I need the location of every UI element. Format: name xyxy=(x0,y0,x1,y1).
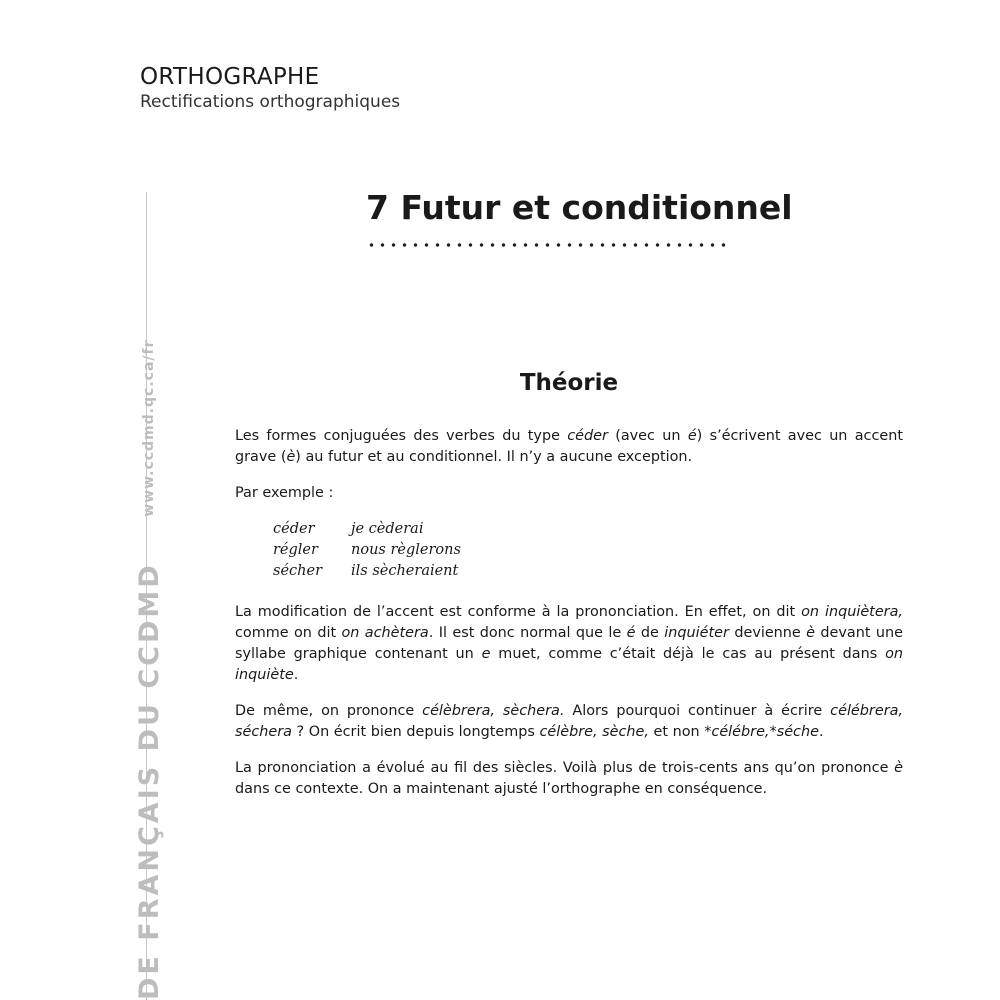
paragraph-3 xyxy=(235,701,903,743)
text-run: ) au futur et au conditionnel. Il n’y a aucune exception. xyxy=(295,449,693,465)
text-run: devienne xyxy=(728,625,807,641)
text-run: Les formes conjuguées des verbes du type xyxy=(235,428,568,444)
italic-text: célébrera, séchera xyxy=(235,703,904,740)
example-row xyxy=(273,561,903,582)
sidebar-brand: DE FRANÇAIS DU CCDMD xyxy=(134,562,165,1000)
example-list xyxy=(273,519,903,582)
example-form: ils sècheraient xyxy=(351,563,459,579)
example-form: je cèderai xyxy=(351,521,424,537)
text-run: . Il est donc normal que le xyxy=(428,625,627,641)
italic-text: è xyxy=(894,760,903,776)
text-run: La prononciation a évolué au fil des siècles. Voilà plus de trois-cents ans qu’on prononce xyxy=(235,760,895,776)
italic-text: é xyxy=(687,428,697,444)
page-header xyxy=(140,63,400,113)
text-run: . xyxy=(293,667,299,683)
section-label: ORTHOGRAPHE xyxy=(140,64,320,90)
italic-text: é xyxy=(626,625,636,641)
text-run: . xyxy=(818,724,824,740)
paragraph-2 xyxy=(235,602,903,686)
text-run: dans ce contexte. On a maintenant ajusté l’orthographe en conséquence. xyxy=(235,781,768,797)
example-row xyxy=(273,519,903,540)
italic-text: on inquiète xyxy=(235,646,903,683)
italic-text: è xyxy=(806,625,816,641)
italic-text: célèbrera, sèchera. xyxy=(422,703,565,719)
example-verb: sécher xyxy=(273,563,322,579)
paragraph-4 xyxy=(235,758,903,800)
italic-text: è xyxy=(286,449,296,465)
paragraph-1 xyxy=(235,426,903,468)
text-run: Alors pourquoi continuer à écrire xyxy=(564,703,831,719)
section-heading: Théorie xyxy=(519,370,619,396)
example-verb: régler xyxy=(273,542,318,558)
text-run: De même, on prononce xyxy=(235,703,423,719)
example-row xyxy=(273,540,903,561)
italic-text: on inquiètera, xyxy=(801,604,903,620)
italic-text: on achètera xyxy=(341,625,429,641)
text-run: (avec un xyxy=(607,428,688,444)
subsection-label: Rectifications orthographiques xyxy=(140,92,401,112)
italic-text: *célébre,*séche xyxy=(704,724,819,740)
text-run: devant une syllabe graphique contenant un xyxy=(235,625,903,662)
chapter-title: 7 Futur et conditionnel xyxy=(366,188,793,227)
italic-text: inquiéter xyxy=(664,625,729,641)
italic-text: e xyxy=(481,646,491,662)
vertical-sidebar-text xyxy=(134,340,165,1000)
text-run: ) s’écrivent avec un accent grave ( xyxy=(235,428,903,465)
text-run: de xyxy=(635,625,665,641)
italic-text: célèbre, sèche, xyxy=(539,724,649,740)
example-verb: céder xyxy=(273,521,315,537)
dotted-underline xyxy=(366,243,732,247)
sidebar-url: www.ccdmd.qc.ca/fr xyxy=(141,339,157,517)
text-run: comme on dit xyxy=(235,625,342,641)
text-run: La modification de l’accent est conforme à la prononciation. En effet, on dit xyxy=(235,604,802,620)
text-run: ? On écrit bien depuis longtemps xyxy=(291,724,540,740)
example-form: nous règlerons xyxy=(351,542,461,558)
example-intro: Par exemple : xyxy=(235,485,334,501)
body-content xyxy=(235,426,903,815)
italic-text: céder xyxy=(567,428,608,444)
text-run: et non xyxy=(648,724,705,740)
text-run: muet, comme c’était déjà le cas au présent dans xyxy=(490,646,886,662)
